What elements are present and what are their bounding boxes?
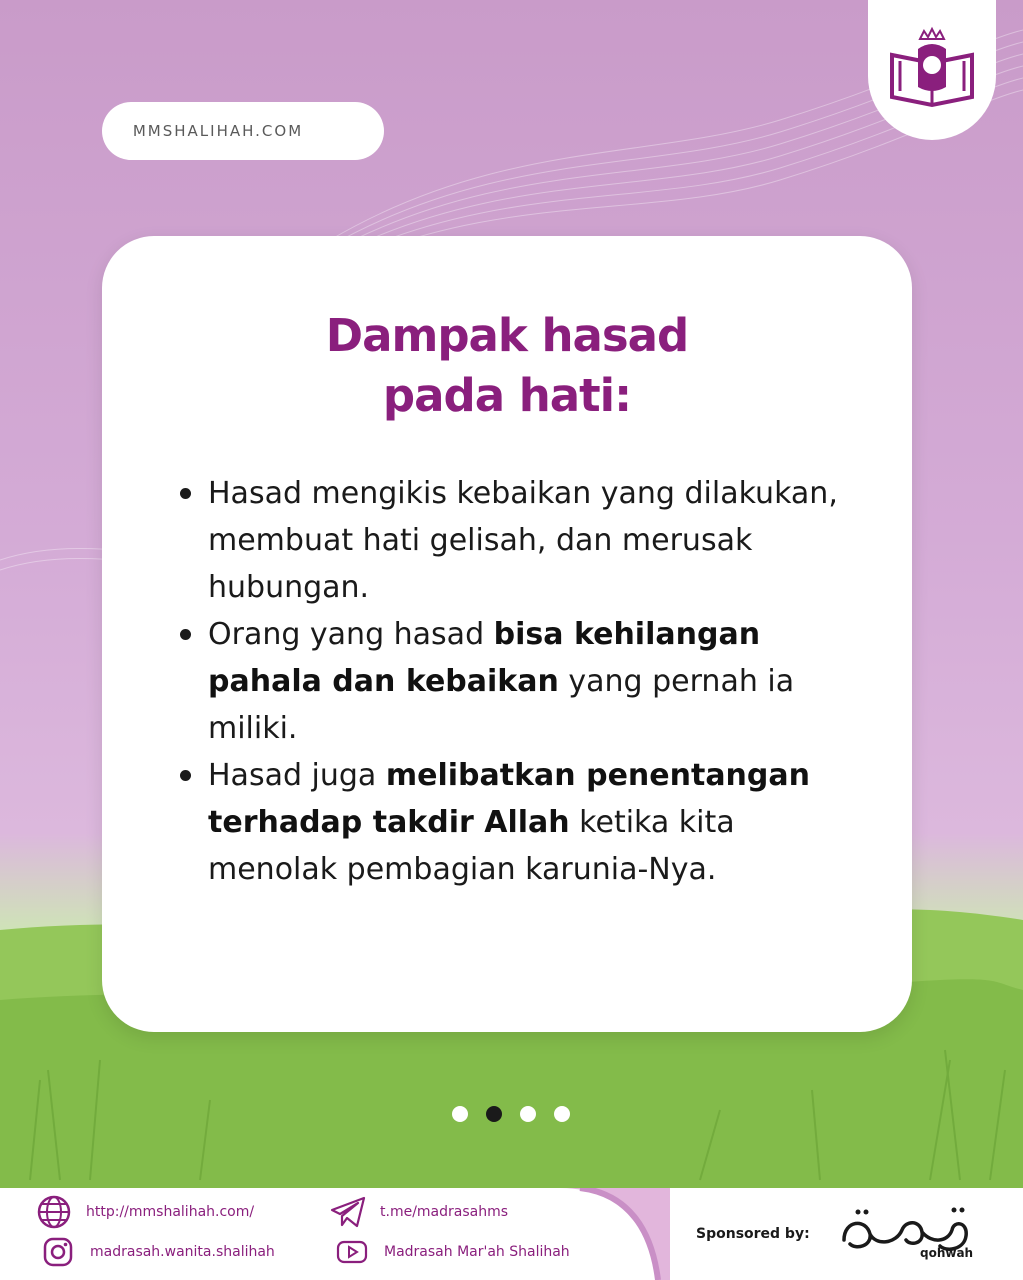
pagination-dot[interactable] [486, 1106, 502, 1122]
footer-telegram-link[interactable] [330, 1194, 508, 1230]
footer-instagram-text: madrasah.wanita.shalihah [90, 1244, 275, 1260]
bullet-list [172, 470, 862, 893]
sponsor-name: qohwah [920, 1246, 974, 1260]
bullet-text: Orang yang hasad [208, 617, 494, 652]
footer-youtube-link[interactable] [334, 1234, 570, 1270]
footer-youtube-text: Madrasah Mar'ah Shalihah [384, 1244, 570, 1260]
pagination-dot[interactable] [554, 1106, 570, 1122]
website-pill-label: MMSHALIHAH.COM [132, 122, 304, 140]
bullet-emphasis: bisa kehilangan pahala dan kebaikan [208, 617, 761, 699]
bullet-item [172, 470, 862, 611]
carousel-pagination [452, 1106, 570, 1122]
bullet-text: ketika kita menolak pembagian karunia-Nya. [208, 805, 735, 887]
bullet-text: Hasad mengikis kebaikan yang dilakukan, membuat hati gelisah, dan merusak hubungan. [208, 476, 838, 605]
sponsored-label: Sponsored by: [696, 1226, 810, 1242]
website-pill[interactable] [102, 102, 384, 160]
footer-accent-curve [560, 1188, 670, 1280]
bullet-text: yang pernah ia miliki. [208, 664, 795, 746]
content-card [102, 236, 912, 1032]
instagram-icon [40, 1234, 76, 1270]
telegram-icon [330, 1194, 366, 1230]
globe-icon [36, 1194, 72, 1230]
card-title [102, 306, 912, 426]
footer-instagram-link[interactable] [40, 1234, 275, 1270]
bullet-item [172, 752, 862, 893]
book-crown-logo-icon [882, 25, 982, 115]
brand-logo [868, 0, 996, 140]
pagination-dot[interactable] [520, 1106, 536, 1122]
pagination-dot[interactable] [452, 1106, 468, 1122]
card-title-line-2: pada hati: [382, 369, 632, 422]
footer-website-text: http://mmshalihah.com/ [86, 1204, 255, 1220]
bullet-item [172, 611, 862, 752]
bullet-emphasis: melibatkan penentangan terhadap takdir Allah [208, 758, 810, 840]
footer-telegram-text: t.me/madrasahms [380, 1204, 509, 1220]
footer-website-link[interactable] [36, 1194, 254, 1230]
youtube-icon [334, 1234, 370, 1270]
bullet-text: Hasad juga [208, 758, 386, 793]
card-title-line-1: Dampak hasad [325, 309, 689, 362]
